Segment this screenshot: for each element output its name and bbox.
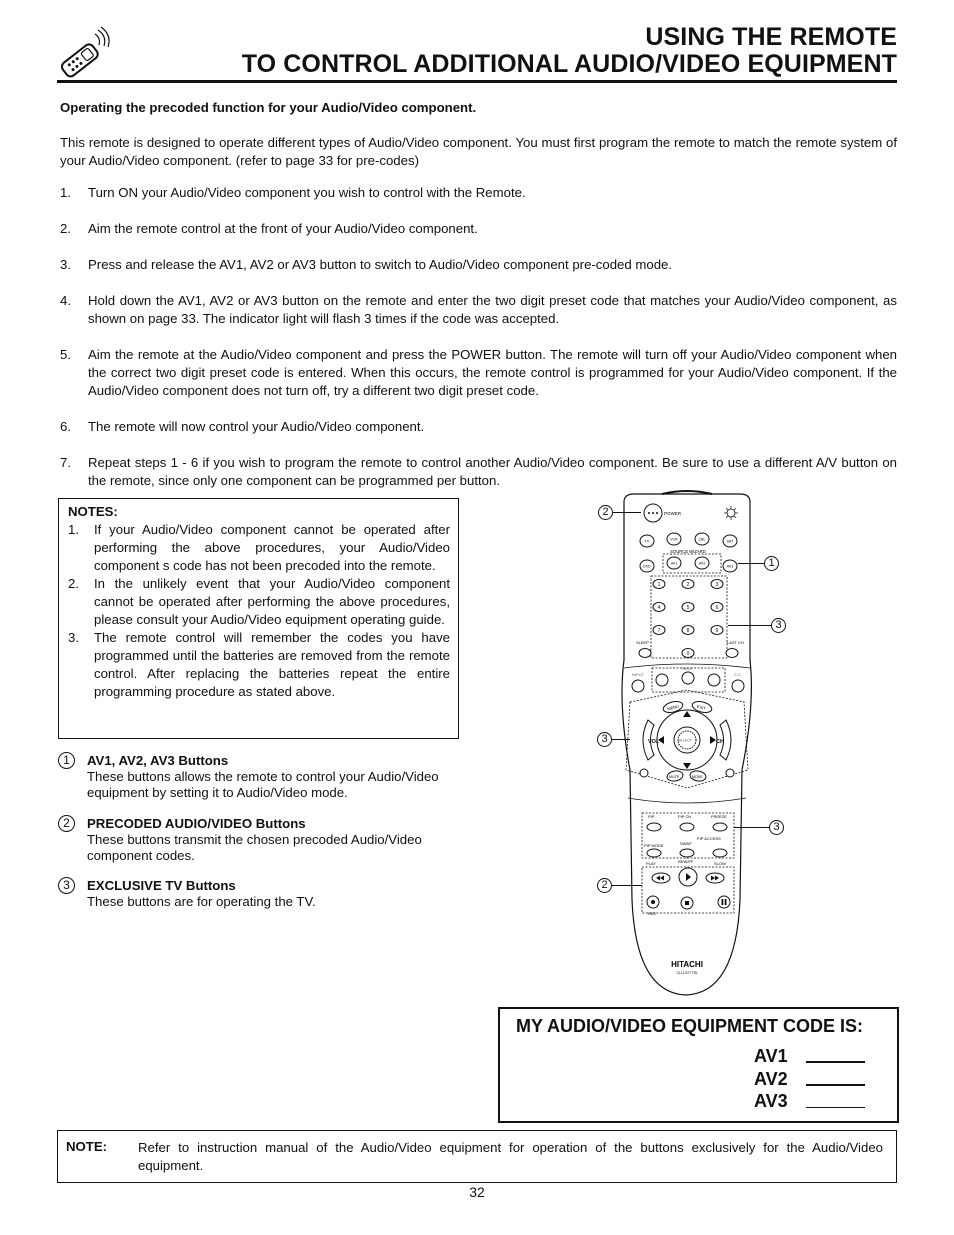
callout-pip: 3 — [769, 820, 784, 835]
legend-title: AV1, AV2, AV3 Buttons — [87, 753, 229, 768]
legend-title: PRECODED AUDIO/VIDEO Buttons — [87, 816, 306, 831]
power-label: POWER — [664, 511, 682, 516]
legend-item-av-buttons — [58, 753, 458, 801]
header-divider — [57, 80, 897, 83]
note-item: 2. In the unlikely event that your Audio/Video component cannot be operated after performing the above procedures, please consult your Audio/Video equipment operating guide. — [68, 576, 450, 627]
steps-list — [60, 184, 897, 490]
svg-text:EXIT: EXIT — [696, 703, 707, 711]
svg-text:SLOW: SLOW — [714, 861, 726, 866]
remote-illustration — [590, 490, 790, 1000]
legend-item-precoded-buttons — [58, 816, 458, 864]
svg-text:SOURCE WIZARD: SOURCE WIZARD — [670, 549, 706, 554]
notes-box — [58, 498, 459, 739]
note-item: 1. If your Audio/Video component cannot be operated after performing the above procedures, your Audio/Video component s code has not been precoded into the remote. — [68, 522, 450, 573]
svg-text:3: 3 — [715, 582, 719, 588]
svg-text:SWAP: SWAP — [680, 841, 692, 846]
svg-text:AV1: AV1 — [670, 561, 678, 566]
callout-line — [734, 827, 769, 828]
legend-description: These buttons allows the remote to control your Audio/Video equipment by setting it to Audio/Video mode. — [87, 769, 439, 800]
svg-text:PIP: PIP — [648, 814, 655, 819]
svg-text:6: 6 — [715, 605, 719, 611]
legend-description: These buttons are for operating the TV. — [87, 894, 316, 909]
step-item: 1. Turn ON your Audio/Video component you wish to control with the Remote. — [60, 185, 526, 200]
brand-logo: HITACHI — [671, 960, 703, 969]
footer-note-label: NOTE: — [66, 1139, 108, 1154]
svg-text:CH: CH — [716, 739, 724, 745]
intro-paragraph: This remote is designed to operate different types of Audio/Video component. You must first program the remote to match the remote system of your Audio/Video component. (refer to page 33 for pre-codes) — [60, 135, 897, 168]
svg-text:PIP CH: PIP CH — [678, 814, 692, 819]
svg-text:C.C.: C.C. — [734, 672, 742, 677]
svg-text:DVD: DVD — [643, 564, 651, 569]
svg-text:PLAY: PLAY — [646, 861, 656, 866]
code-slot-av2: AV2 — [754, 1069, 788, 1090]
svg-text:1: 1 — [657, 582, 661, 588]
svg-text:CLU-5777SI: CLU-5777SI — [676, 971, 698, 975]
legend-number-badge: 2 — [58, 815, 75, 832]
step-item: 2. Aim the remote control at the front of your Audio/Video component. — [60, 221, 478, 236]
svg-text:SLEEP: SLEEP — [636, 640, 649, 645]
svg-text:CBL: CBL — [698, 537, 706, 542]
page-title — [242, 24, 897, 78]
callout-transport: 2 — [597, 878, 612, 893]
step-item: 3. Press and release the AV1, AV2 or AV3 button to switch to Audio/Video component pre-coded mode. — [60, 257, 673, 272]
svg-text:0: 0 — [686, 651, 690, 657]
svg-text:2: 2 — [686, 582, 690, 588]
equipment-code-box — [498, 1007, 899, 1123]
svg-text:MENU: MENU — [666, 703, 680, 712]
callout-arrows: 3 — [597, 732, 612, 747]
page-number: 32 — [469, 1184, 485, 1200]
legend-description: These buttons transmit the chosen precoded Audio/Video component codes. — [87, 832, 422, 863]
callout-digits: 3 — [771, 618, 786, 633]
svg-text:5: 5 — [686, 605, 690, 611]
notes-list — [68, 521, 450, 701]
section-heading: Operating the precoded function for your Audio/Video component. — [60, 100, 477, 115]
svg-text:REW/FF: REW/FF — [678, 859, 694, 864]
notes-title: NOTES: — [68, 504, 118, 519]
svg-text:TV: TV — [644, 539, 650, 544]
callout-line — [613, 512, 641, 513]
svg-text:PIP MODE: PIP MODE — [644, 843, 664, 848]
svg-text:LAST CH: LAST CH — [727, 640, 744, 645]
svg-text:REC: REC — [648, 911, 657, 916]
footer-note-box — [57, 1130, 897, 1183]
svg-text:SAT: SAT — [726, 539, 734, 544]
legend-item-exclusive-tv — [58, 878, 458, 912]
svg-text:AV3: AV3 — [726, 564, 734, 569]
callout-av: 1 — [764, 556, 779, 571]
page-title-line1: USING THE REMOTE — [645, 23, 897, 51]
callout-line — [612, 739, 630, 740]
remote-icon — [55, 24, 110, 79]
code-slot-av3: AV3 — [754, 1091, 788, 1112]
step-item: 7. Repeat steps 1 - 6 if you wish to program the remote to control another Audio/Video component. Be sure to use a different A/V button on the remote, since only one component can be programmed per button. — [60, 455, 897, 488]
code-slot-av1: AV1 — [754, 1046, 788, 1067]
svg-text:FREEZE: FREEZE — [711, 814, 727, 819]
svg-text:SELECT: SELECT — [678, 738, 692, 743]
svg-text:8: 8 — [686, 628, 690, 634]
svg-text:7: 7 — [657, 628, 661, 634]
legend-title: EXCLUSIVE TV Buttons — [87, 878, 236, 893]
callout-line — [728, 625, 771, 626]
svg-text:VOL: VOL — [648, 739, 660, 745]
step-item: 5. Aim the remote at the Audio/Video component and press the POWER button. The remote will turn off your Audio/Video component when the correct two digit preset code is entered. When this occurs, the remote control is programmed for your Audio/Video component. If the Audio/Video component does not turn off, try a different two digit preset code. — [60, 347, 897, 398]
step-item: 4. Hold down the AV1, AV2 or AV3 button on the remote and enter the two digit preset code that matches your Audio/Video component, as shown on page 33. The indicator light will flash 3 times if the code was accepted. — [60, 293, 897, 326]
legend-number-badge: 1 — [58, 752, 75, 769]
footer-note-text: Refer to instruction manual of the Audio/Video equipment for operation of the buttons exclusively for the Audio/Video equipment. — [138, 1140, 883, 1173]
svg-text:4: 4 — [657, 605, 661, 611]
callout-power: 2 — [598, 505, 613, 520]
svg-text:9: 9 — [715, 628, 719, 634]
page-title-line2: TO CONTROL ADDITIONAL AUDIO/VIDEO EQUIPMENT — [241, 50, 897, 78]
code-box-title: MY AUDIO/VIDEO EQUIPMENT CODE IS: — [516, 1016, 864, 1036]
svg-text:MUTE: MUTE — [669, 775, 680, 779]
svg-text:MODE: MODE — [692, 775, 703, 779]
step-item: 6. The remote will now control your Audio/Video component. — [60, 419, 425, 434]
svg-text:VCR: VCR — [670, 537, 678, 542]
callout-line — [738, 563, 764, 564]
svg-text:HELP: HELP — [682, 666, 693, 671]
svg-text:AV2: AV2 — [698, 561, 706, 566]
note-item: 3. The remote control will remember the codes you have programmed until the batteries are removed from the remote control. After replacing the batteries repeat the entire programming procedure as stated above. — [68, 630, 450, 699]
legend-number-badge: 3 — [58, 877, 75, 894]
svg-text:INPUT: INPUT — [632, 672, 644, 677]
svg-text:PIP ACCESS: PIP ACCESS — [697, 836, 721, 841]
callout-line — [612, 885, 642, 886]
